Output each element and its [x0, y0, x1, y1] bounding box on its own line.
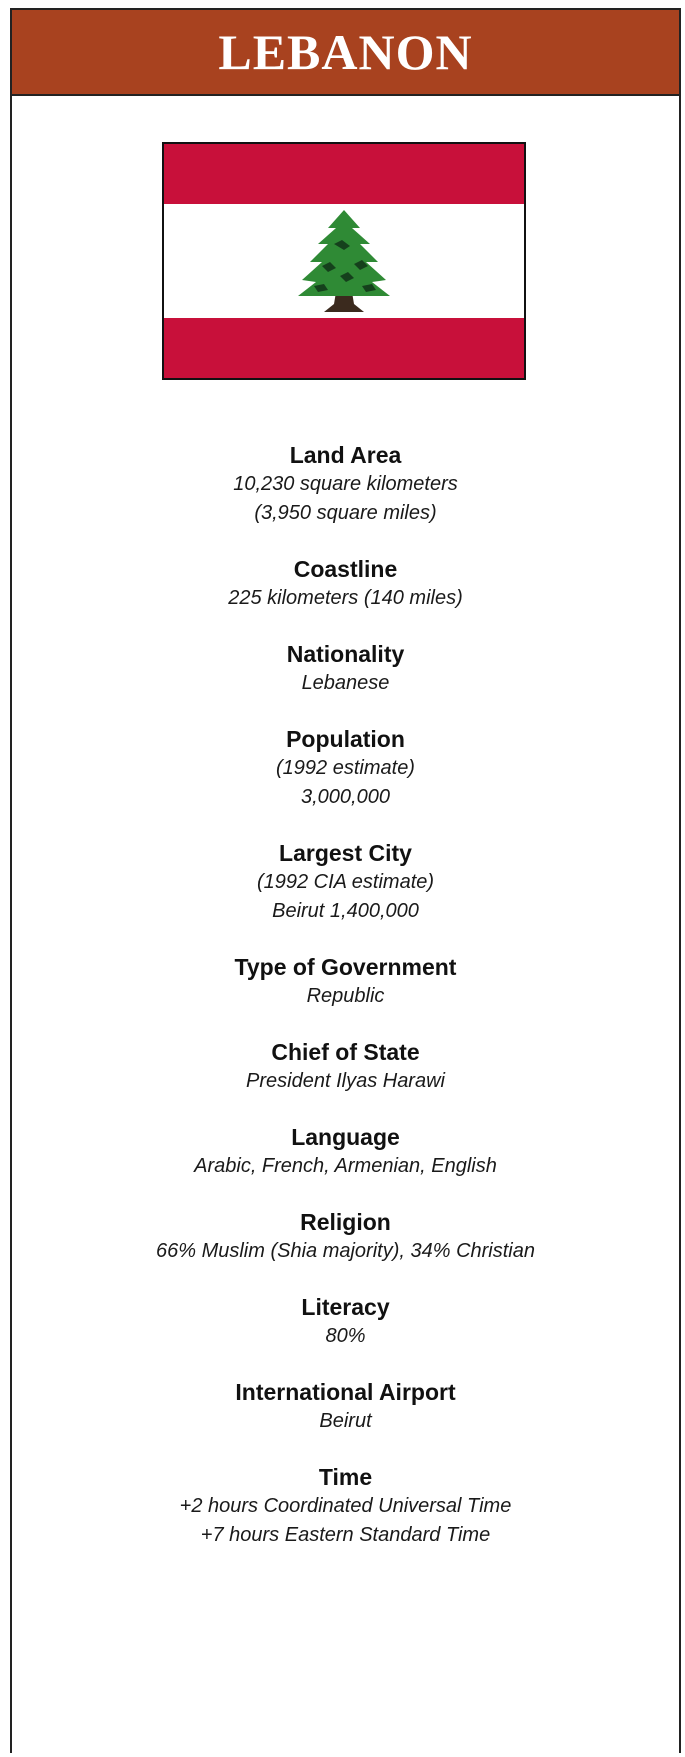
- fact-land-area: [12, 440, 679, 528]
- fact-label: Language: [291, 1124, 400, 1150]
- fact-coastline: [12, 554, 679, 613]
- fact-chief-of-state: [12, 1037, 679, 1096]
- fact-value: +2 hours Coordinated Universal Time: [179, 1495, 512, 1517]
- fact-value: 3,000,000: [301, 786, 390, 808]
- fact-label: Land Area: [289, 442, 402, 468]
- fact-airport: [12, 1377, 679, 1436]
- fact-value: (1992 estimate): [276, 757, 415, 779]
- fact-label: Type of Government: [234, 954, 457, 980]
- fact-value: Arabic, French, Armenian, English: [194, 1155, 497, 1177]
- fact-label: Religion: [300, 1209, 391, 1235]
- lebanon-flag: [162, 142, 526, 380]
- fact-label: International Airport: [235, 1379, 456, 1405]
- fact-label: Coastline: [293, 556, 398, 582]
- fact-value: 66% Muslim (Shia majority), 34% Christian: [155, 1240, 535, 1262]
- fact-literacy: [12, 1292, 679, 1351]
- fact-value: Republic: [306, 985, 385, 1007]
- fact-nationality: [12, 639, 679, 698]
- facts-list: [12, 440, 679, 1576]
- fact-label: Time: [318, 1464, 373, 1490]
- fact-largest-city: [12, 838, 679, 926]
- fact-value: Lebanese: [301, 672, 390, 694]
- fact-language: [12, 1122, 679, 1181]
- fact-label: Chief of State: [271, 1039, 420, 1065]
- fact-value: Beirut 1,400,000: [272, 900, 419, 922]
- fact-value: 10,230 square kilometers: [233, 473, 458, 495]
- fact-label: Nationality: [286, 641, 405, 667]
- fact-time: [12, 1462, 679, 1550]
- country-fact-card: [10, 8, 681, 1753]
- fact-value: 225 kilometers (140 miles): [228, 587, 463, 609]
- fact-government: [12, 952, 679, 1011]
- fact-value: 80%: [325, 1325, 366, 1347]
- fact-value: (3,950 square miles): [254, 502, 437, 524]
- fact-value: Beirut: [319, 1410, 372, 1432]
- fact-label: Population: [286, 726, 405, 752]
- country-title: LEBANON: [218, 24, 473, 80]
- title-banner: [12, 10, 679, 96]
- fact-value: +7 hours Eastern Standard Time: [200, 1524, 491, 1546]
- fact-population: [12, 724, 679, 812]
- fact-value: President Ilyas Harawi: [246, 1070, 445, 1092]
- fact-value: (1992 CIA estimate): [256, 871, 435, 893]
- fact-label: Literacy: [301, 1294, 390, 1320]
- fact-religion: [12, 1207, 679, 1266]
- cedar-tree-icon: [164, 144, 524, 378]
- fact-label: Largest City: [279, 840, 412, 866]
